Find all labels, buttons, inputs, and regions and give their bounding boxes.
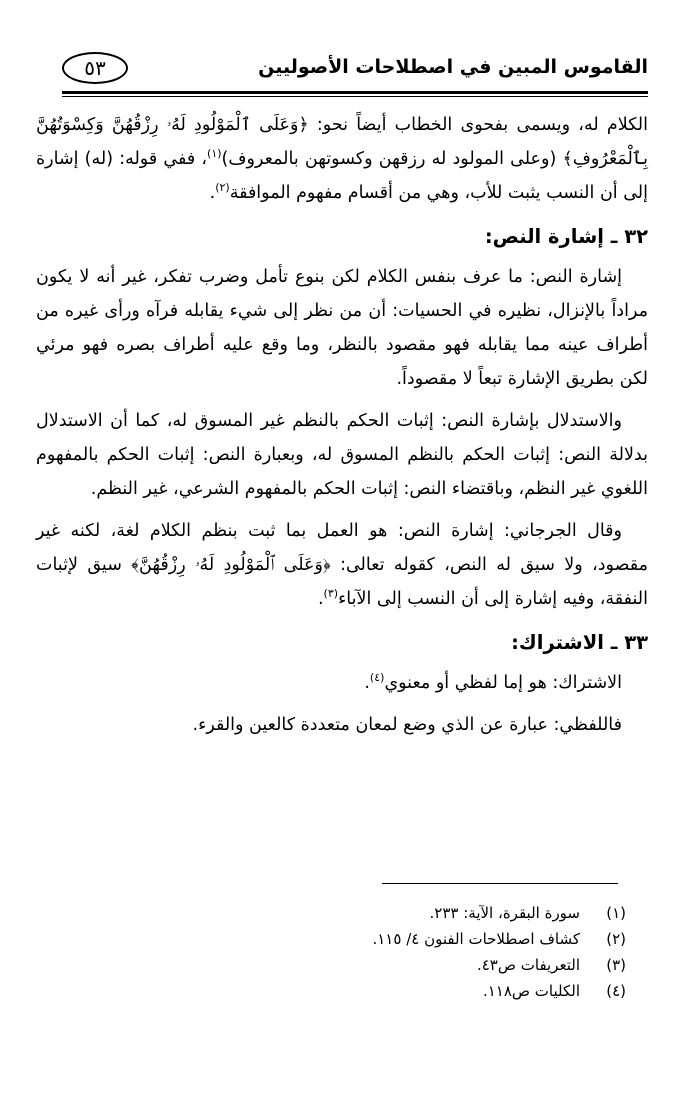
footnote-number: (٣)	[606, 956, 626, 974]
section-heading-32: ٣٢ ـ إشارة النص:	[484, 225, 648, 248]
paragraph-text: وقال الجرجاني: إشارة النص: هو العمل بما ثبت بنظم الكلام لغة، لكنه غير مقصود، ولا سيق له النص، كقوله تعالى:	[36, 521, 648, 575]
paragraph	[36, 666, 648, 700]
footnote	[206, 900, 626, 926]
footnote-separator	[382, 883, 618, 884]
page-header	[62, 52, 648, 88]
page-body	[36, 108, 648, 742]
quran-verse: ﴿وَعَلَى ٱلْمَوْلُودِ لَهُۥ رِزْقُهُنَّ وَكِسْوَتُهُنَّ بِٱلْمَعْرُوفِ﴾	[36, 115, 648, 169]
running-title: القاموس المبين في اصطلاحات الأصوليين	[258, 56, 648, 78]
paragraph: إشارة النص: ما عرف بنفس الكلام لكن بنوع تأمل وضرب تفكر، غير أنه لا يكون مراداً بالإنزال، نظيره في الحسيات: أن من نظر إلى شيء يقابله فرآه ورأى غيره من أطراف عينه مما يقابله فهو مقصود بالنظر، وما وقع عليه أطراف بصره فهو مرئي لكن بطريق الإشارة تبعاً لا مقصوداً.	[36, 267, 648, 389]
paragraph	[36, 514, 648, 616]
footnote-ref: (٣)	[323, 587, 339, 601]
punctuation: .	[317, 589, 324, 609]
footnote-text: سورة البقرة، الآية: ٢٣٣.	[429, 904, 580, 922]
paragraph-text: سيق لإثبات النفقة، وفيه إشارة إلى أن النسب إلى الآباء	[36, 555, 648, 609]
page-number: ٥٣	[62, 52, 128, 84]
punctuation: .	[209, 183, 216, 203]
punctuation: .	[364, 673, 370, 693]
paragraph: والاستدلال بإشارة النص: إثبات الحكم بالنظم غير المسوق له، كما أن الاستدلال بدلالة النص: إثبات الحكم بالنظم المسوق له، وبعبارة النص: إثبات الحكم بالمفهوم اللغوي غير النظم، وباقتضاء النص: إثبات الحكم بالمفهوم الشرعي، غير النظم.	[36, 411, 648, 499]
footnote-ref: (١)	[207, 147, 222, 161]
footnote-ref: (٤)	[369, 671, 385, 685]
header-rule	[62, 91, 648, 94]
footnote	[206, 978, 626, 1004]
footnote	[206, 926, 626, 952]
header-rule-thin	[62, 96, 648, 97]
footnote-text: التعريفات ص٤٣.	[476, 956, 580, 974]
footnote	[206, 952, 626, 978]
quran-verse: ﴿وَعَلَى ٱلْمَوْلُودِ لَهُۥ رِزْقُهُنَّ﴾	[131, 555, 331, 575]
footnote-ref: (٢)	[215, 181, 230, 195]
paragraph: فاللفظي: عبارة عن الذي وضع لمعان متعددة كالعين والقرء.	[192, 715, 622, 735]
footnote-number: (٢)	[606, 930, 626, 948]
footnote-text: الكليات ص١١٨.	[482, 982, 580, 1000]
paragraph-text: الكلام له، ويسمى بفحوى الخطاب أيضاً نحو:	[316, 115, 648, 135]
paragraph	[36, 108, 648, 210]
paragraph-text: ، ففي قوله: (له) إشارة إلى أن النسب يثبت للأب، وهي من أقسام مفهوم الموافقة	[36, 149, 648, 203]
footnotes	[206, 900, 626, 1004]
footnote-number: (٤)	[606, 982, 626, 1000]
footnote-text: كشاف اصطلاحات الفنون ٤/ ١١٥.	[372, 930, 580, 948]
section-heading-33: ٣٣ ـ الاشتراك:	[511, 631, 648, 654]
footnote-number: (١)	[606, 904, 626, 922]
paragraph-text: الاشتراك: هو إما لفظي أو معنوي	[384, 673, 622, 693]
paragraph-text: (وعلى المولود له رزقهن وكسوتهن بالمعروف)	[221, 149, 557, 169]
